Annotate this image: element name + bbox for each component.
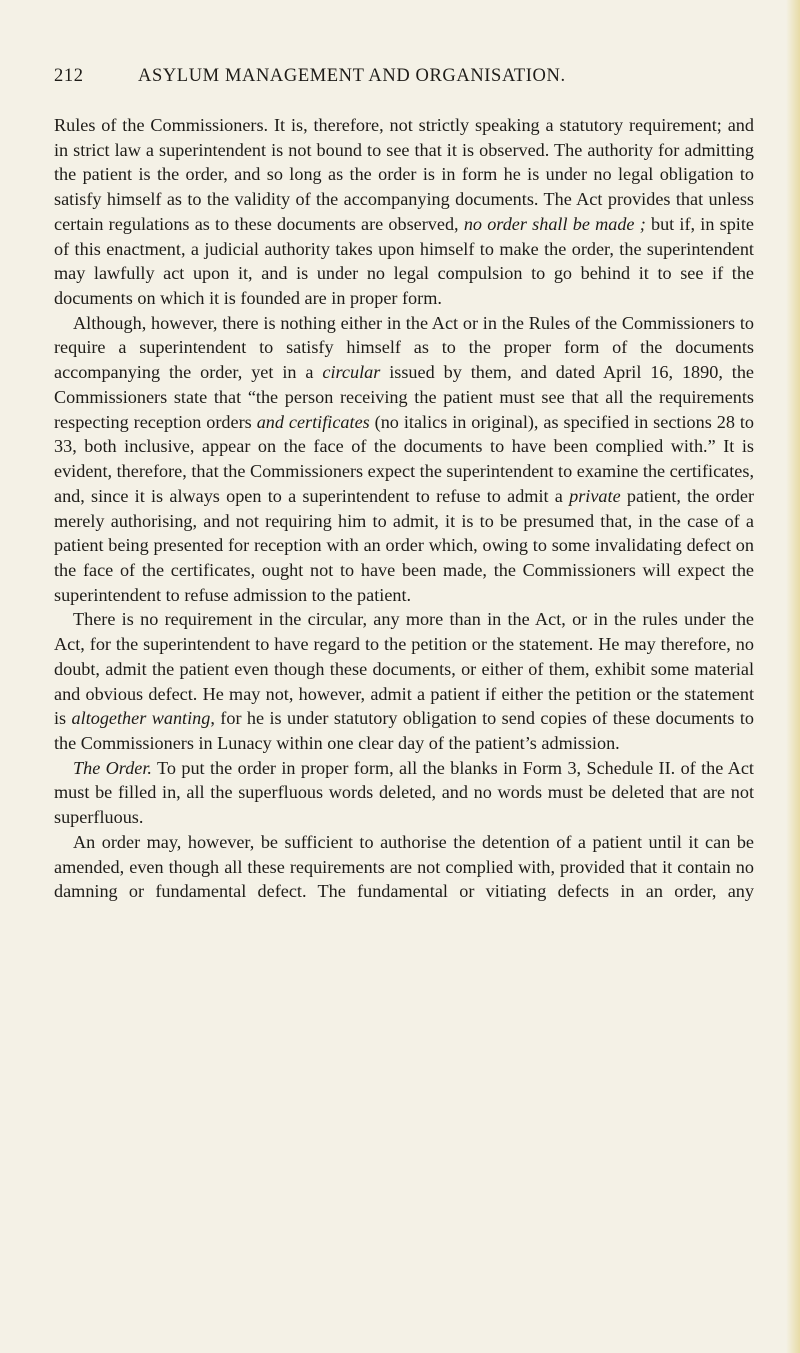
text-run: To put the order in proper form, all the blanks in Form 3, Schedule II. of the Act must be filled in, all the superfluous words deleted, and no words must be deleted that are not superfluous. <box>54 757 754 828</box>
paragraph <box>54 311 754 608</box>
italic-text: The Order. <box>73 757 152 778</box>
text-run: An order may, however, be sufficient to authorise the detention of a patient until it can be amended, even though all these requirements are not complied with, provided that it contain no damning or fundamental defect. The fundamental or vitiating defects in an order, any <box>54 831 754 902</box>
paragraph <box>54 113 754 311</box>
text-run: , for he is under statutory obligation to send copies of these documents to the Commissioners in Lunacy within one clear day of the patient’s admission. <box>54 708 754 753</box>
page-edge-shadow <box>786 0 800 1353</box>
text-run: (no italics in original), as specified in sections 28 to 33, both inclusive, appear on the face of the documents to have been complied with.” It is evident, therefore, that the Commissioners expect the superintendent to examine the certificates, and, since it is always open to a superintendent to refuse to admit a <box>54 411 754 506</box>
page-number: 212 <box>54 66 84 86</box>
italic-text: altogether wanting <box>71 708 211 729</box>
italic-text: and certificates <box>256 411 370 432</box>
running-header <box>54 66 754 90</box>
paragraph <box>54 830 754 904</box>
text-run: patient, the order merely authorising, and not requiring him to admit, it is to be presumed that, in the case of a patient being presented for reception with an order which, owing to some invalidating defect on the face of the certificates, ought not to have been made, the Commissioners will expect the superintendent to refuse admission to the patient. <box>54 485 755 605</box>
italic-text: private <box>569 485 621 506</box>
body-text <box>54 113 754 904</box>
text-run: issued by them, and dated April 16, 1890, the Commissioners state that “the person receiving the patient must see that all the requirements respecting reception orders <box>54 362 755 432</box>
italic-text: circular <box>322 362 381 383</box>
text-run: There is no requirement in the circular, any more than in the Act, or in the rules under the Act, for the superintendent to have regard to the petition or the statement. He may therefore, no doubt, admit the patient even though these documents, or either of them, exhibit some material and obvious defect. He may not, however, admit a patient if either the petition or the statement is <box>54 609 754 729</box>
paragraph <box>54 607 754 755</box>
paragraph <box>54 756 754 830</box>
running-title: ASYLUM MANAGEMENT AND ORGANISATION. <box>138 66 566 86</box>
text-run: Although, however, there is nothing either in the Act or in the Rules of the Commissioners to require a superintendent to satisfy himself as to the proper form of the documents accompanying the order, yet in a <box>54 312 754 383</box>
text-run: but if, in spite of this enactment, a judicial authority takes upon himself to make the order, the superintendent may lawfully act upon it, and is under no legal compulsion to go behind it to see if the documents on which it is founded are in proper form. <box>54 213 754 309</box>
italic-text: no order shall be made ; <box>463 213 646 234</box>
text-run: Rules of the Commissioners. It is, therefore, not strictly speaking a statutory requirement; and in strict law a superintendent is not bound to see that it is observed. The authority for admitting the patient is the order, and so long as the order is in form he is under no legal obligation to satisfy himself as to the validity of the accompanying documents. The Act provides that unless certain regulations as to these documents are observed, <box>54 115 754 234</box>
